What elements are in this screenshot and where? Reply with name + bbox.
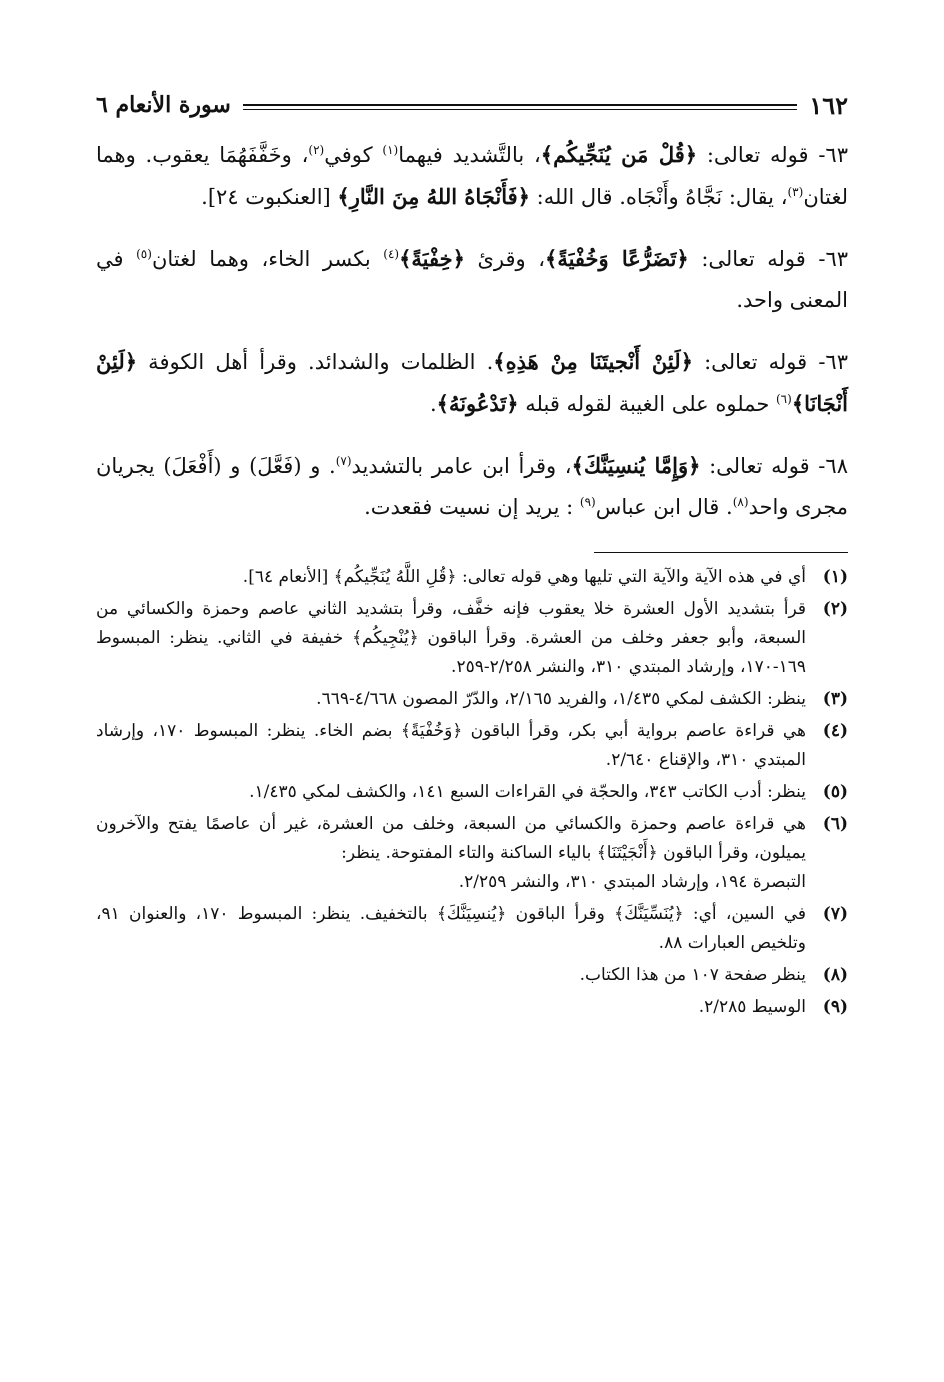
text-run: ٦٣- قوله تعالى: xyxy=(692,350,848,374)
text-run: [العنكبوت ٢٤]. xyxy=(201,185,338,209)
footnote-number: (٦) xyxy=(822,814,848,834)
text-run: . xyxy=(429,392,437,416)
footnote-9 xyxy=(96,993,848,1022)
footnote-3 xyxy=(96,685,848,714)
footnote-ref[interactable]: (٨) xyxy=(732,495,749,509)
quran-verse: ﴿قُلْ مَن يُنَجِّيكُم﴾ xyxy=(540,142,698,167)
footnote-number: (٥) xyxy=(822,782,848,802)
footnote-1 xyxy=(96,563,848,592)
footnote-ref[interactable]: (٩) xyxy=(579,495,596,509)
paragraph-2 xyxy=(96,238,848,321)
footnote-number: (٢) xyxy=(822,599,848,619)
text-run: . الظلمات والشدائد. وقرأ أهل الكوفة xyxy=(137,350,494,374)
text-run: بكسر الخاء، وهما لغتان xyxy=(151,247,384,271)
footnote-number: (٩) xyxy=(822,997,848,1017)
header-rule xyxy=(243,104,798,106)
quran-verse: ﴿تَضَرُّعًا وَخُفْيَةً﴾ xyxy=(545,246,689,271)
text-run: حملوه على الغيبة لقوله قبله xyxy=(518,392,776,416)
text-run: ٦٣- قوله تعالى: xyxy=(697,143,848,167)
quran-verse: ﴿فَأَنْجَاهُ اللهُ مِنَ النَّارِ﴾ xyxy=(337,184,530,209)
footnote-text: ينظر: الكشف لمكي ١/٤٣٥، والفريد ٢/١٦٥، والدّرّ المصون ٤/٦٦٨-٦٦٩. xyxy=(316,689,806,709)
page-header xyxy=(96,88,848,122)
footnote-7 xyxy=(96,900,848,958)
footnote-text: ينظر صفحة ١٠٧ من هذا الكتاب. xyxy=(579,965,806,985)
page-number: ١٦٢ xyxy=(809,90,848,120)
text-run: ، وقرئ xyxy=(464,247,546,271)
surah-title: سورة الأنعام ٦ xyxy=(96,92,231,118)
quran-verse: ﴿خِفْيَةً﴾ xyxy=(399,246,465,271)
quran-verse: ﴿لَئِنْ أَنْجيتَنَا مِنْ هَذِهِ﴾ xyxy=(493,349,693,374)
quran-verse: ﴿لَئِنْ أَنْجَانَا﴾ xyxy=(96,349,848,416)
footnote-text: ينظر: أدب الكاتب ٣٤٣، والحجّة في القراءات السبع ١٤١، والكشف لمكي ١/٤٣٥. xyxy=(249,782,806,802)
text-run: ٦٣- قوله تعالى: xyxy=(688,247,848,271)
footnote-number: (٧) xyxy=(822,904,848,924)
footnote-number: (٣) xyxy=(822,689,848,709)
book-page xyxy=(96,88,848,1025)
footnote-text-main: هي قراءة عاصم وحمزة والكسائي من السبعة، وخلف من العشرة، غير أن عاصمًا يفتح والآخرون يميلون، وقرأ الباقون ﴿أَنْجَيْتَنَا﴾ بالياء الساكنة والتاء المفتوحة. ينظر: xyxy=(96,814,806,863)
footnote-6 xyxy=(96,810,848,897)
quran-verse: ﴿وَإِمَّا يُنسِيَنَّكَ﴾ xyxy=(571,453,701,478)
paragraph-1 xyxy=(96,134,848,218)
footnotes xyxy=(96,563,848,1022)
footnote-text-continued: التبصرة ١٩٤، وإرشاد المبتدي ٣١٠، والنشر ٢/٢٥٩. xyxy=(458,872,806,892)
footnote-text: في السين، أي: ﴿يُنَسِّيَنَّكَ﴾ وقرأ الباقون ﴿يُنسِيَنَّكَ﴾ بالتخفيف. ينظر: المبسوط ١٧٠، والعنوان ٩١، وتلخيص العبارات ٨٨. xyxy=(96,904,807,953)
footnote-5 xyxy=(96,778,848,807)
text-run: كوفي xyxy=(324,143,383,167)
footnote-number: (٤) xyxy=(822,721,848,741)
text-run: ، يقال: نَجَّاهُ وأَنْجَاه. قال الله: xyxy=(529,185,788,209)
footnote-4 xyxy=(96,717,848,775)
text-run: : يريد إن نسيت فقعدت. xyxy=(364,495,580,519)
footnote-2 xyxy=(96,595,848,682)
footnote-8 xyxy=(96,961,848,990)
text-run: . و (فَعَّلَ) و (أَفْعَلَ) يجريان مجرى واحد xyxy=(96,454,848,519)
text-run: ، وقرأ ابن عامر بالتشديد xyxy=(351,454,572,478)
text-run: . قال ابن عباس xyxy=(595,495,733,519)
text-run: ، وخَفَّفَهُمَا يعقوب. وهما لغتان xyxy=(96,143,848,209)
footnote-ref[interactable]: (٢) xyxy=(308,143,325,157)
text-run: ٦٨- قوله تعالى: xyxy=(700,454,848,478)
text-run: في المعنى واحد. xyxy=(96,247,848,312)
footnote-ref[interactable]: (٦) xyxy=(775,392,792,406)
footnote-text: الوسيط ٢/٢٨٥. xyxy=(698,997,806,1017)
footnote-text xyxy=(96,810,806,897)
footnote-ref[interactable]: (٧) xyxy=(335,454,352,468)
main-text xyxy=(96,134,848,528)
footnote-number: (١) xyxy=(822,567,848,587)
paragraph-3 xyxy=(96,341,848,425)
paragraph-4 xyxy=(96,445,848,528)
footnote-separator xyxy=(594,552,848,553)
footnote-ref[interactable]: (١) xyxy=(382,143,399,157)
quran-verse: ﴿تَدْعُونَهُ﴾ xyxy=(436,391,519,416)
footnote-number: (٨) xyxy=(822,965,848,985)
footnote-ref[interactable]: (٥) xyxy=(136,247,152,261)
text-run: ، بالتَّشديد فيهما xyxy=(398,143,541,167)
footnote-ref[interactable]: (٣) xyxy=(787,185,804,199)
footnote-text: أي في هذه الآية والآية التي تليها وهي قوله تعالى: ﴿قُلِ اللَّهُ يُنَجِّيكُم﴾ [الأنعام ٦٤]. xyxy=(242,567,806,587)
footnote-text: قرأ بتشديد الأول العشرة خلا يعقوب فإنه خفَّف، وقرأ بتشديد الثاني عاصم وحمزة والكسائي من السبعة، وأبو جعفر وخلف من العشرة. وقرأ الباقون ﴿يُنْجِيكُم﴾ خفيفة في الثاني. ينظر: المبسوط ١٦٩-١٧٠، وإرشاد المبتدي ٣١٠، والنشر ٢/٢٥٨-٢٥٩. xyxy=(96,599,806,677)
footnote-ref[interactable]: (٤) xyxy=(383,247,400,261)
footnote-text: هي قراءة عاصم برواية أبي بكر، وقرأ الباقون ﴿وَخُفْيَةً﴾ بضم الخاء. ينظر: المبسوط ١٧٠، وإرشاد المبتدي ٣١٠، والإقناع ٢/٦٤٠. xyxy=(96,721,806,770)
